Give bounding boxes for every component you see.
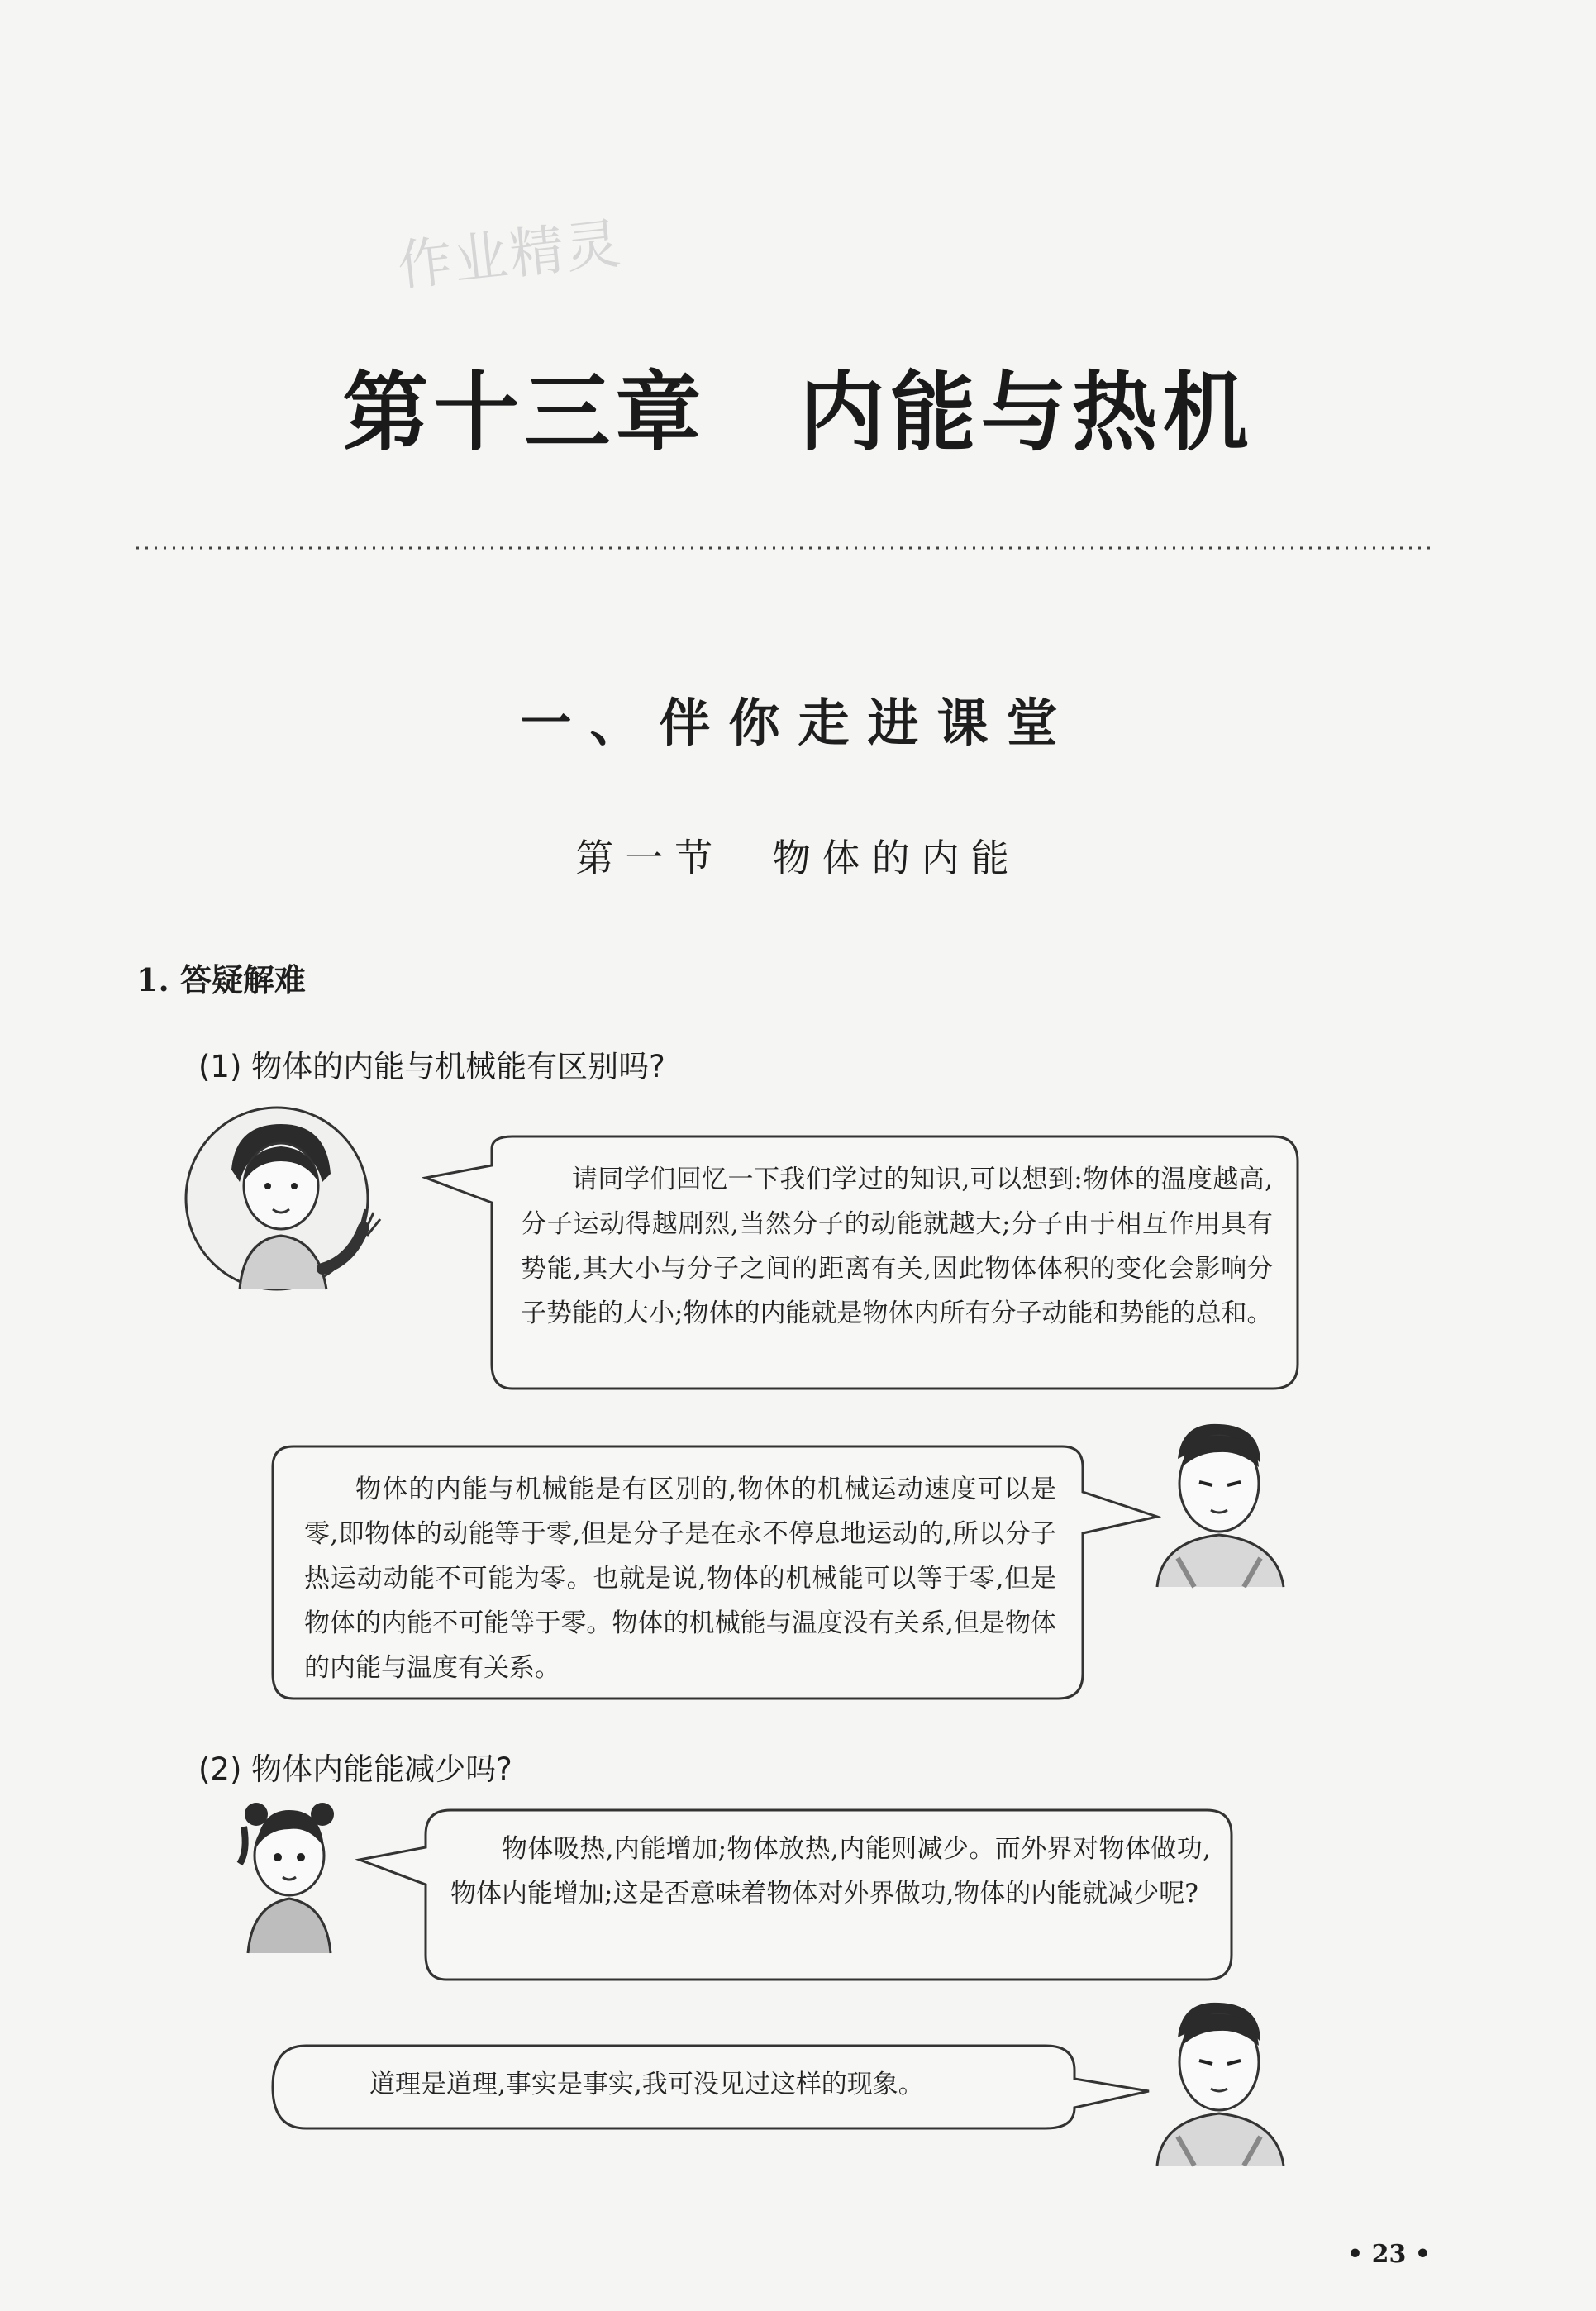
bubble-2-text: 物体的内能与机械能是有区别的,物体的机械运动速度可以是零,即物体的动能等于零,但是分子是在永不停息地运动的,所以分子热运动动能不可能为零。也就是说,物体的机械能可以等于零,但是物体的内能不可能等于零。物体的机械能与温度没有关系,但是物体的内能与温度有关系。 (304, 1475, 1056, 1683)
lesson-title: 第一节 物体的内能 (575, 836, 1021, 880)
boy-illustration-2 (1145, 1996, 1293, 2170)
section-title: 一、伴你走进课堂 (520, 693, 1076, 753)
teacher-illustration (182, 1103, 397, 1310)
section-heading: 1. 答疑解难 (136, 961, 306, 998)
bubble-3-text: 物体吸热,内能增加;物体放热,内能则减少。而外界对物体做功,物体内能增加;这是否意味着物体对外界做功,物体的内能就减少呢? (450, 1834, 1211, 1908)
page-number: • 23 • (1347, 2240, 1431, 2269)
dotted-divider (136, 542, 1430, 554)
question-2: (2) 物体内能能减少吗? (198, 1751, 512, 1787)
girl-illustration (231, 1789, 347, 1955)
bubble-4-text: 道理是道理,事实是事实,我可没见过这样的现象。 (369, 2070, 924, 2099)
watermark: 作业精灵 (394, 211, 625, 298)
boy-illustration (1145, 1418, 1293, 1591)
bubble-1-text: 请同学们回忆一下我们学过的知识,可以想到:物体的温度越高,分子运动得越剧烈,当然分子的动能就越大;分子由于相互作用具有势能,其大小与分子之间的距离有关,因此物体体积的变化会影响分子势能的大小;物体的内能就是物体内所有分子动能和势能的总和。 (521, 1165, 1273, 1328)
chapter-title: 第十三章 内能与热机 (342, 362, 1254, 463)
question-1: (1) 物体的内能与机械能有区别吗? (198, 1049, 665, 1084)
